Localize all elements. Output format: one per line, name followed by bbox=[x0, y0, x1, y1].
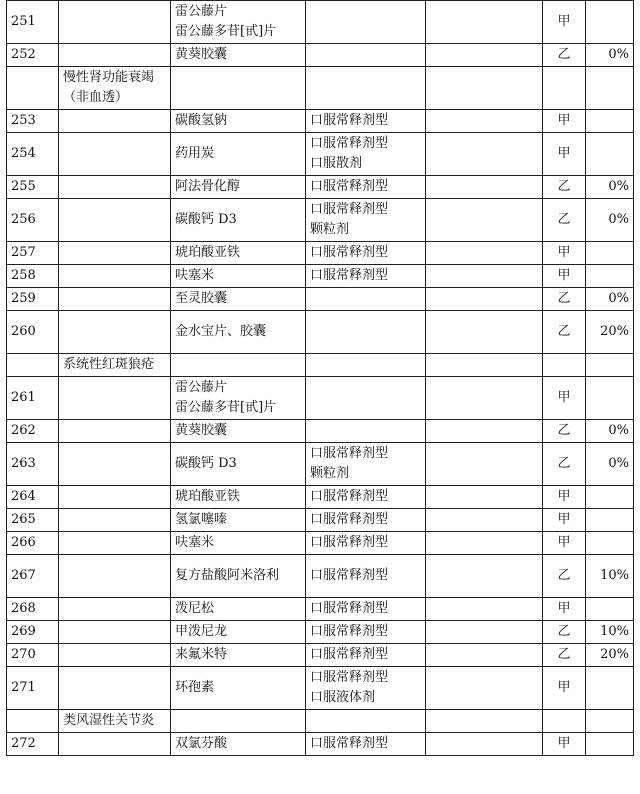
table-row bbox=[7, 265, 634, 288]
disease-cell bbox=[59, 1, 171, 44]
table-row bbox=[7, 621, 634, 644]
drug-name-line: 雷公藤片 bbox=[175, 4, 228, 19]
drug-name-line: 碳酸氢钠 bbox=[175, 113, 228, 128]
empty-cell bbox=[171, 67, 306, 110]
disease-cell bbox=[59, 176, 171, 199]
drug-name-line: 黄葵胶囊 bbox=[175, 47, 228, 62]
empty-cell bbox=[306, 354, 426, 377]
remark-cell bbox=[426, 532, 543, 555]
remark-cell bbox=[426, 288, 543, 311]
drug-name bbox=[171, 1, 306, 44]
table-row bbox=[7, 486, 634, 509]
self-pay-ratio bbox=[586, 265, 634, 288]
row-number: 251 bbox=[7, 1, 59, 44]
dosage-form bbox=[306, 667, 426, 710]
dosage-form bbox=[306, 288, 426, 311]
empty-cell bbox=[306, 710, 426, 733]
disease-cell bbox=[59, 621, 171, 644]
drug-name-line: 氢氯噻嗪 bbox=[175, 512, 228, 527]
row-number: 257 bbox=[7, 242, 59, 265]
dosage-form bbox=[306, 598, 426, 621]
category-cell: 甲 bbox=[543, 1, 586, 44]
drug-name-line: 黄葵胶囊 bbox=[175, 423, 228, 438]
drug-name bbox=[171, 199, 306, 242]
drug-name bbox=[171, 265, 306, 288]
dosage-form-line: 颗粒剂 bbox=[310, 222, 350, 237]
row-number: 268 bbox=[7, 598, 59, 621]
disease-cell bbox=[59, 288, 171, 311]
dosage-form bbox=[306, 621, 426, 644]
disease-cell bbox=[59, 532, 171, 555]
dosage-form-line: 口服常释剂型 bbox=[310, 179, 389, 194]
drug-name bbox=[171, 644, 306, 667]
empty-cell bbox=[426, 67, 543, 110]
row-number: 258 bbox=[7, 265, 59, 288]
dosage-form-line: 口服散剂 bbox=[310, 156, 363, 171]
category-cell: 甲 bbox=[543, 133, 586, 176]
empty-cell bbox=[171, 354, 306, 377]
dosage-form bbox=[306, 555, 426, 598]
dosage-form-line: 口服常释剂型 bbox=[310, 245, 389, 260]
table-row bbox=[7, 733, 634, 756]
remark-cell bbox=[426, 377, 543, 420]
drug-name bbox=[171, 110, 306, 133]
empty-cell bbox=[426, 710, 543, 733]
row-number: 261 bbox=[7, 377, 59, 420]
drug-name bbox=[171, 667, 306, 710]
drug-name bbox=[171, 443, 306, 486]
number-cell bbox=[7, 710, 59, 733]
section-row bbox=[7, 67, 634, 110]
drug-name bbox=[171, 733, 306, 756]
disease-cell bbox=[59, 311, 171, 354]
table-row bbox=[7, 288, 634, 311]
remark-cell bbox=[426, 420, 543, 443]
remark-cell bbox=[426, 509, 543, 532]
dosage-form-line: 口服常释剂型 bbox=[310, 202, 389, 217]
number-cell bbox=[7, 354, 59, 377]
self-pay-ratio bbox=[586, 110, 634, 133]
table-row bbox=[7, 1, 634, 44]
drug-name-line: 双氯芬酸 bbox=[175, 736, 228, 751]
drug-name bbox=[171, 598, 306, 621]
drug-name-line: 琥珀酸亚铁 bbox=[175, 489, 241, 504]
drug-name-line: 至灵胶囊 bbox=[175, 291, 228, 306]
disease-cell bbox=[59, 644, 171, 667]
drug-name-line: 雷公藤多苷[甙]片 bbox=[175, 24, 277, 39]
self-pay-ratio bbox=[586, 532, 634, 555]
section-row bbox=[7, 354, 634, 377]
dosage-form-line: 口服常释剂型 bbox=[310, 568, 389, 583]
disease-cell bbox=[59, 44, 171, 67]
table-row bbox=[7, 242, 634, 265]
disease-cell bbox=[59, 733, 171, 756]
table-body bbox=[7, 1, 634, 756]
row-number: 264 bbox=[7, 486, 59, 509]
row-number: 252 bbox=[7, 44, 59, 67]
table-row bbox=[7, 667, 634, 710]
drug-name bbox=[171, 486, 306, 509]
dosage-form-line: 口服常释剂型 bbox=[310, 535, 389, 550]
remark-cell bbox=[426, 176, 543, 199]
category-cell: 甲 bbox=[543, 733, 586, 756]
dosage-form-line: 口服常释剂型 bbox=[310, 113, 389, 128]
table-row bbox=[7, 598, 634, 621]
drug-name-line: 环孢素 bbox=[175, 680, 215, 695]
section-label-line: 慢性肾功能衰竭 bbox=[63, 70, 155, 85]
dosage-form bbox=[306, 532, 426, 555]
self-pay-ratio: 0% bbox=[586, 443, 634, 486]
category-cell: 甲 bbox=[543, 667, 586, 710]
dosage-form bbox=[306, 110, 426, 133]
table-row bbox=[7, 311, 634, 354]
category-cell: 甲 bbox=[543, 110, 586, 133]
number-cell bbox=[7, 67, 59, 110]
row-number: 254 bbox=[7, 133, 59, 176]
dosage-form bbox=[306, 199, 426, 242]
disease-section-label bbox=[59, 67, 171, 110]
dosage-form bbox=[306, 443, 426, 486]
self-pay-ratio bbox=[586, 509, 634, 532]
category-cell: 甲 bbox=[543, 486, 586, 509]
row-number: 272 bbox=[7, 733, 59, 756]
table-row bbox=[7, 555, 634, 598]
row-number: 256 bbox=[7, 199, 59, 242]
category-cell: 乙 bbox=[543, 311, 586, 354]
dosage-form bbox=[306, 486, 426, 509]
drug-name bbox=[171, 555, 306, 598]
self-pay-ratio: 20% bbox=[586, 644, 634, 667]
remark-cell bbox=[426, 733, 543, 756]
table-row bbox=[7, 44, 634, 67]
disease-section-label bbox=[59, 710, 171, 733]
remark-cell bbox=[426, 598, 543, 621]
category-cell: 乙 bbox=[543, 176, 586, 199]
dosage-form-line: 口服常释剂型 bbox=[310, 670, 389, 685]
self-pay-ratio: 0% bbox=[586, 288, 634, 311]
drug-name-line: 琥珀酸亚铁 bbox=[175, 245, 241, 260]
drug-name-line: 来氟米特 bbox=[175, 647, 228, 662]
self-pay-ratio: 20% bbox=[586, 311, 634, 354]
disease-section-label bbox=[59, 354, 171, 377]
remark-cell bbox=[426, 1, 543, 44]
dosage-form bbox=[306, 133, 426, 176]
disease-cell bbox=[59, 110, 171, 133]
empty-cell bbox=[543, 67, 586, 110]
drug-name bbox=[171, 420, 306, 443]
disease-cell bbox=[59, 420, 171, 443]
category-cell: 甲 bbox=[543, 532, 586, 555]
category-cell: 乙 bbox=[543, 199, 586, 242]
self-pay-ratio: 10% bbox=[586, 555, 634, 598]
category-cell: 甲 bbox=[543, 265, 586, 288]
disease-cell bbox=[59, 486, 171, 509]
drug-name bbox=[171, 288, 306, 311]
drug-name bbox=[171, 242, 306, 265]
disease-cell bbox=[59, 555, 171, 598]
dosage-form bbox=[306, 509, 426, 532]
category-cell: 甲 bbox=[543, 377, 586, 420]
dosage-form bbox=[306, 644, 426, 667]
remark-cell bbox=[426, 443, 543, 486]
drug-name-line: 复方盐酸阿米洛利 bbox=[175, 568, 280, 583]
disease-cell bbox=[59, 242, 171, 265]
drug-name bbox=[171, 176, 306, 199]
dosage-form-line: 口服常释剂型 bbox=[310, 489, 389, 504]
drug-name bbox=[171, 532, 306, 555]
row-number: 265 bbox=[7, 509, 59, 532]
empty-cell bbox=[586, 710, 634, 733]
drug-name bbox=[171, 44, 306, 67]
section-label-line: （非血透） bbox=[63, 90, 129, 105]
dosage-form bbox=[306, 377, 426, 420]
drug-name-line: 药用炭 bbox=[175, 146, 215, 161]
dosage-form bbox=[306, 242, 426, 265]
row-number: 253 bbox=[7, 110, 59, 133]
dosage-form bbox=[306, 176, 426, 199]
remark-cell bbox=[426, 44, 543, 67]
category-cell: 乙 bbox=[543, 555, 586, 598]
dosage-form bbox=[306, 311, 426, 354]
row-number: 262 bbox=[7, 420, 59, 443]
empty-cell bbox=[586, 67, 634, 110]
row-number: 263 bbox=[7, 443, 59, 486]
remark-cell bbox=[426, 486, 543, 509]
self-pay-ratio: 0% bbox=[586, 199, 634, 242]
category-cell: 乙 bbox=[543, 443, 586, 486]
drug-name bbox=[171, 509, 306, 532]
category-cell: 甲 bbox=[543, 509, 586, 532]
table-row bbox=[7, 110, 634, 133]
self-pay-ratio bbox=[586, 133, 634, 176]
table-row bbox=[7, 420, 634, 443]
disease-cell bbox=[59, 265, 171, 288]
self-pay-ratio bbox=[586, 598, 634, 621]
drug-name-line: 金水宝片、胶囊 bbox=[175, 324, 267, 339]
empty-cell bbox=[171, 710, 306, 733]
dosage-form-line: 口服液体剂 bbox=[310, 690, 376, 705]
row-number: 255 bbox=[7, 176, 59, 199]
category-cell: 甲 bbox=[543, 242, 586, 265]
remark-cell bbox=[426, 199, 543, 242]
self-pay-ratio bbox=[586, 733, 634, 756]
table-row bbox=[7, 199, 634, 242]
table-row bbox=[7, 532, 634, 555]
table-row bbox=[7, 443, 634, 486]
category-cell: 甲 bbox=[543, 598, 586, 621]
remark-cell bbox=[426, 621, 543, 644]
drug-name-line: 碳酸钙 D3 bbox=[175, 456, 237, 471]
drug-name bbox=[171, 377, 306, 420]
empty-cell bbox=[426, 354, 543, 377]
self-pay-ratio bbox=[586, 377, 634, 420]
dosage-form-line: 口服常释剂型 bbox=[310, 268, 389, 283]
dosage-form bbox=[306, 733, 426, 756]
drug-name-line: 泼尼松 bbox=[175, 601, 215, 616]
drug-name-line: 雷公藤多苷[甙]片 bbox=[175, 400, 277, 415]
disease-cell bbox=[59, 133, 171, 176]
section-row bbox=[7, 710, 634, 733]
remark-cell bbox=[426, 133, 543, 176]
row-number: 271 bbox=[7, 667, 59, 710]
dosage-form bbox=[306, 1, 426, 44]
self-pay-ratio bbox=[586, 486, 634, 509]
empty-cell bbox=[306, 67, 426, 110]
remark-cell bbox=[426, 555, 543, 598]
row-number: 267 bbox=[7, 555, 59, 598]
remark-cell bbox=[426, 667, 543, 710]
disease-cell bbox=[59, 509, 171, 532]
drug-name-line: 雷公藤片 bbox=[175, 380, 228, 395]
table-row bbox=[7, 509, 634, 532]
table-row bbox=[7, 377, 634, 420]
dosage-form-line: 颗粒剂 bbox=[310, 466, 350, 481]
dosage-form bbox=[306, 44, 426, 67]
row-number: 269 bbox=[7, 621, 59, 644]
drug-list-table bbox=[6, 0, 634, 756]
dosage-form-line: 口服常释剂型 bbox=[310, 601, 389, 616]
self-pay-ratio bbox=[586, 1, 634, 44]
row-number: 260 bbox=[7, 311, 59, 354]
dosage-form-line: 口服常释剂型 bbox=[310, 736, 389, 751]
self-pay-ratio: 10% bbox=[586, 621, 634, 644]
disease-cell bbox=[59, 667, 171, 710]
self-pay-ratio: 0% bbox=[586, 420, 634, 443]
drug-name bbox=[171, 621, 306, 644]
self-pay-ratio: 0% bbox=[586, 176, 634, 199]
section-label-line: 类风湿性关节炎 bbox=[63, 713, 155, 728]
disease-cell bbox=[59, 443, 171, 486]
self-pay-ratio: 0% bbox=[586, 44, 634, 67]
category-cell: 乙 bbox=[543, 644, 586, 667]
dosage-form-line: 口服常释剂型 bbox=[310, 512, 389, 527]
disease-cell bbox=[59, 377, 171, 420]
drug-name-line: 呋塞米 bbox=[175, 535, 215, 550]
remark-cell bbox=[426, 265, 543, 288]
remark-cell bbox=[426, 311, 543, 354]
table-row bbox=[7, 133, 634, 176]
dosage-form-line: 口服常释剂型 bbox=[310, 647, 389, 662]
drug-name bbox=[171, 311, 306, 354]
table-row bbox=[7, 644, 634, 667]
table-row bbox=[7, 176, 634, 199]
dosage-form-line: 口服常释剂型 bbox=[310, 624, 389, 639]
dosage-form-line: 口服常释剂型 bbox=[310, 446, 389, 461]
category-cell: 乙 bbox=[543, 44, 586, 67]
self-pay-ratio bbox=[586, 242, 634, 265]
row-number: 270 bbox=[7, 644, 59, 667]
row-number: 266 bbox=[7, 532, 59, 555]
dosage-form-line: 口服常释剂型 bbox=[310, 136, 389, 151]
drug-name-line: 甲泼尼龙 bbox=[175, 624, 228, 639]
drug-name-line: 阿法骨化醇 bbox=[175, 179, 241, 194]
empty-cell bbox=[543, 354, 586, 377]
drug-name bbox=[171, 133, 306, 176]
disease-cell bbox=[59, 598, 171, 621]
category-cell: 乙 bbox=[543, 621, 586, 644]
empty-cell bbox=[543, 710, 586, 733]
disease-cell bbox=[59, 199, 171, 242]
remark-cell bbox=[426, 110, 543, 133]
dosage-form bbox=[306, 420, 426, 443]
remark-cell bbox=[426, 242, 543, 265]
category-cell: 乙 bbox=[543, 420, 586, 443]
section-label-line: 系统性红斑狼疮 bbox=[63, 357, 155, 372]
remark-cell bbox=[426, 644, 543, 667]
drug-name-line: 呋塞米 bbox=[175, 268, 215, 283]
self-pay-ratio bbox=[586, 667, 634, 710]
dosage-form bbox=[306, 265, 426, 288]
drug-name-line: 碳酸钙 D3 bbox=[175, 212, 237, 227]
row-number: 259 bbox=[7, 288, 59, 311]
empty-cell bbox=[586, 354, 634, 377]
category-cell: 乙 bbox=[543, 288, 586, 311]
